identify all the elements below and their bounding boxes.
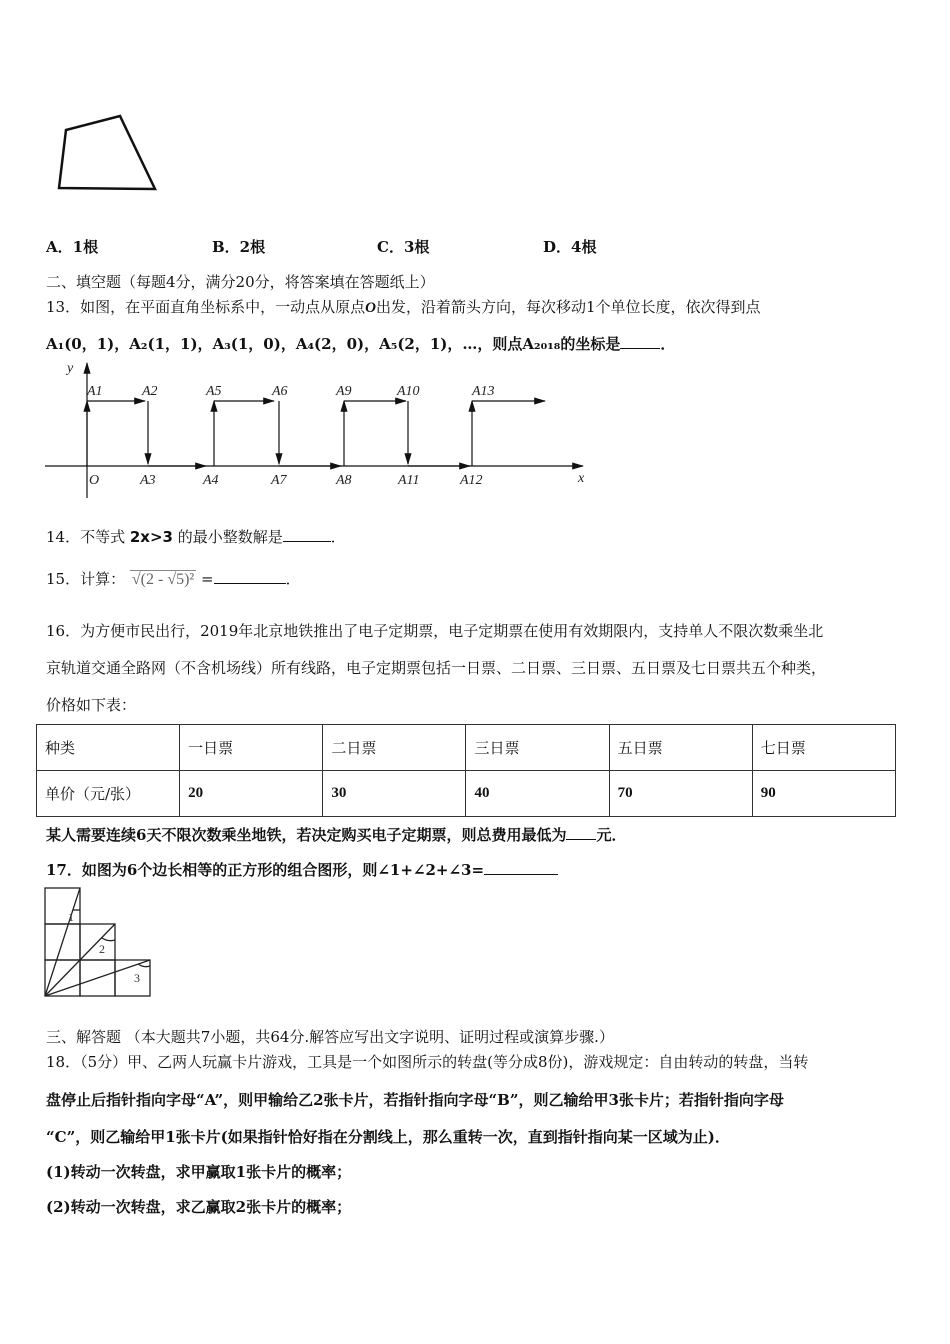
q13-answer-blank[interactable] [620,333,660,349]
q13-ellipsis: …，则点 [462,335,523,353]
q13-coordinate-figure [40,358,600,503]
table-cell: 二日票 [323,725,466,771]
svg-text:A3: A3 [140,473,156,488]
section2-title: 二、填空题（每题4分，满分20分，将答案填在答题纸上） [46,273,435,291]
q17-text: 17．如图为6个边长相等的正方形的组合图形，则∠1+∠2+∠3= [46,861,485,879]
q17 [46,859,558,880]
svg-text:A13: A13 [472,384,495,399]
table-cell: 40 [466,771,609,817]
table-cell: 种类 [37,725,180,771]
q13-text-b: 出发，沿着箭头方向，每次移动1个单位长度，依次得到点 [375,298,761,316]
q16-line2: 京轨道交通全路网（不含机场线）所有线路，电子定期票包括一日票、二日票、三日票、五日票及七日票共五个种类， [46,659,827,677]
q16-unit: 元． [596,826,627,844]
svg-text:A10: A10 [397,384,420,399]
table-cell: 90 [752,771,895,817]
option-b: B．2根 [212,238,266,256]
q13-line1 [46,296,760,317]
svg-text:A8: A8 [336,473,352,488]
q14-end: ． [330,528,346,546]
table-cell: 20 [180,771,323,817]
q14-expression: 2x>3 [129,528,173,546]
q18-line1: 18．（5分）甲、乙两人玩赢卡片游戏，工具是一个如图所示的转盘(等分成8份)，游戏规定：自由转动的转盘，当转 [46,1053,809,1071]
svg-text:A4: A4 [203,473,219,488]
q14-suffix: 的最小整数解是 [177,528,283,546]
x-axis-label: x [578,471,585,486]
svg-text:A1: A1 [87,384,103,399]
svg-text:A12: A12 [460,473,483,488]
option-a: A．1根 [46,238,99,256]
q15-answer-blank[interactable] [214,568,286,584]
origin-label: O [89,473,100,488]
table-cell: 七日票 [752,725,895,771]
svg-text:3: 3 [134,971,140,985]
q15-end: ． [285,570,301,588]
q17-squares-figure [44,886,154,1000]
q13-target: A₂₀₁₈ [522,335,561,353]
section3-title: 三、解答题 （本大题共7小题，共64分.解答应写出文字说明、证明过程或演算步骤.） [46,1028,614,1046]
q14 [46,526,346,547]
svg-text:2: 2 [99,942,105,956]
ticket-price-table [36,724,896,817]
q13-end: ． [660,335,676,353]
table-cell: 70 [609,771,752,817]
q13-point-5: A₅(2，1)， [379,335,463,353]
table-cell: 一日票 [180,725,323,771]
q13-point-1: A₁(0，1)， [46,335,130,353]
q18-line2: 盘停止后指针指向字母“A”，则甲输给乙2张卡片，若指针指向字母“B”，则乙输给甲3张卡片；若指针指向字母 [46,1091,784,1109]
q16-after-text: 某人需要连续6天不限次数乘坐地铁，若决定购买电子定期票，则总费用最低为 [46,826,567,844]
y-axis-label: y [67,361,74,376]
q13-point-4: A₄(2，0)， [295,335,380,353]
q14-prefix: 14．不等式 [46,528,126,546]
q13-point-3: A₃(1，0)， [212,335,296,353]
q16-line1: 16．为方便市民出行，2019年北京地铁推出了电子定期票，电子定期票在使用有效期限内，支持单人不限次数乘坐北 [46,622,824,640]
table-header-row [37,725,896,771]
option-d: D．4根 [543,238,597,256]
q14-answer-blank[interactable] [283,526,331,542]
svg-text:A11: A11 [398,473,420,488]
q13-text-a: 13．如图，在平面直角坐标系中，一动点从原点 [46,298,366,316]
q16-line3: 价格如下表： [46,696,137,714]
q17-answer-blank[interactable] [484,859,558,875]
table-row [37,771,896,817]
q15-equals: = [201,570,214,588]
q13-point-2: A₂(1，1)， [129,335,213,353]
table-cell: 30 [323,771,466,817]
q15-prefix: 15．计算： [46,570,126,588]
table-cell: 单价（元/张） [37,771,180,817]
q18-line3: “C”，则乙输给甲1张卡片(如果指针恰好指在分割线上，那么重转一次，直到指针指向某一区域为止)． [46,1128,730,1146]
q15 [46,568,301,589]
q13-origin: O [365,300,376,316]
svg-text:A9: A9 [336,384,352,399]
q15-expression: √(2 - √5)² [131,571,195,588]
svg-text:1: 1 [68,910,74,924]
quadrilateral-figure [50,108,165,196]
q16-after [46,824,626,845]
table-cell: 三日票 [466,725,609,771]
q16-answer-blank[interactable] [566,824,596,840]
option-c: C．3根 [377,238,430,256]
table-cell: 五日票 [609,725,752,771]
svg-text:A5: A5 [206,384,222,399]
q18-sub1: (1)转动一次转盘，求甲赢取1张卡片的概率； [46,1163,352,1181]
q13-tail: 的坐标是 [560,335,621,353]
svg-text:A2: A2 [142,384,158,399]
svg-text:A7: A7 [271,473,287,488]
q18-sub2: (2)转动一次转盘，求乙赢取2张卡片的概率； [46,1198,352,1216]
svg-text:A6: A6 [272,384,288,399]
q13-line2 [46,333,675,354]
